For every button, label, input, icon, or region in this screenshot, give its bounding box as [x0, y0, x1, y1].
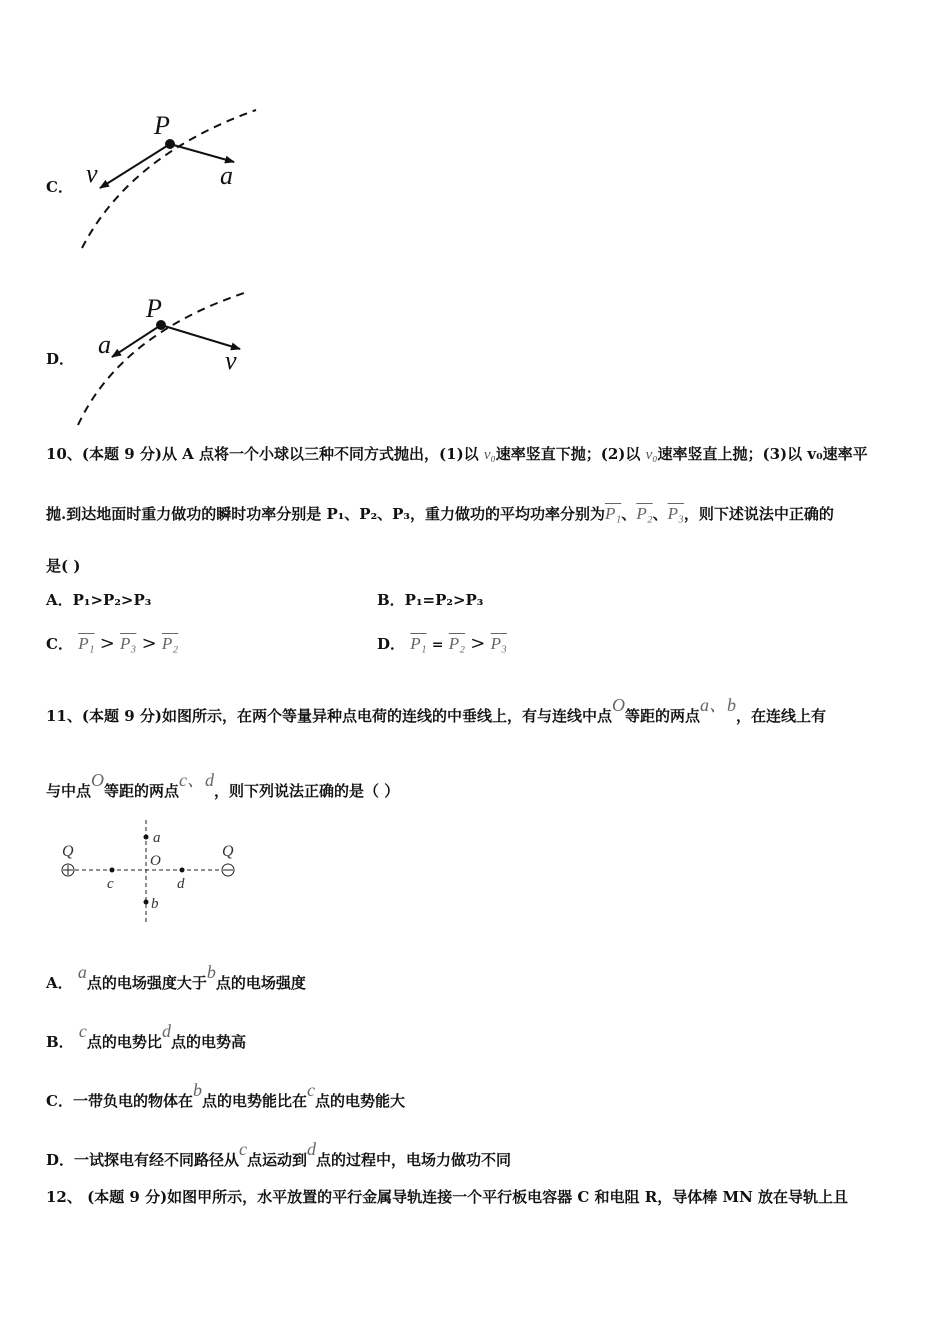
- label-a: a: [98, 330, 111, 359]
- q10-option-d[interactable]: D． P₁ = P₂ > P₃: [377, 633, 507, 654]
- q10-stem-line3: 是( ): [46, 557, 81, 575]
- q11-option-d[interactable]: D．一试探电有经不同路径从c点运动到d点的过程中，电场力做功不同: [46, 1139, 512, 1169]
- cd-symbols: c、d: [179, 770, 215, 790]
- label-c: c: [107, 876, 114, 892]
- q10-option-a[interactable]: A．P₁>P₂>P₃: [46, 591, 152, 609]
- label-b: b: [151, 896, 159, 912]
- point-c: [110, 868, 115, 873]
- label-a: a: [220, 161, 233, 190]
- ab-symbols: a、b: [699, 695, 736, 715]
- q10-stem-line2: 抛.到达地面时重力做功的瞬时功率分别是 P₁、P₂、P₃，重力做功的平均功率分别为P₁、P₂、P₃，则下述说法中正确的: [46, 504, 834, 523]
- q11-stem-line1: 11、(本题 9 分)如图所示，在两个等量异种点电荷的连线的中垂线上，有与连线中点O等距的两点a、b，在连线上有: [46, 695, 826, 725]
- p3-bar: P₃: [667, 504, 684, 523]
- point-b: [144, 900, 149, 905]
- label-p: P: [146, 294, 162, 323]
- q9-option-c-label: C．: [46, 178, 73, 196]
- q12-stem-line1: 12、 (本题 9 分)如图甲所示，水平放置的平行金属导轨连接一个平行板电容器 C 和电阻 R，导体棒 MN 放在导轨上且: [46, 1188, 849, 1206]
- p1-bar: P₁: [605, 504, 622, 523]
- q9-option-d-label: D．: [46, 350, 75, 368]
- q10-option-c[interactable]: C． P₁ > P₃ > P₂: [46, 633, 179, 654]
- label-v: v: [225, 346, 237, 375]
- label-d: d: [177, 876, 185, 892]
- label-q-left: Q: [62, 843, 74, 860]
- acceleration-arrow: [170, 144, 234, 162]
- label-v: v: [86, 159, 98, 188]
- o-symbol: O: [91, 770, 105, 790]
- point-d: [180, 868, 185, 873]
- label-q-right: Q: [222, 843, 234, 860]
- q11-option-a[interactable]: A． a点的电场强度大于b点的电场强度: [46, 962, 306, 992]
- q11-stem-line2: 与中点O等距的两点c、d，则下列说法正确的是（ ）: [46, 770, 400, 800]
- label-a: a: [153, 830, 161, 846]
- point-a: [144, 835, 149, 840]
- o-symbol: O: [611, 695, 625, 715]
- v0-symbol: v₀: [483, 447, 496, 463]
- p2-bar: P₂: [636, 504, 653, 523]
- label-p: P: [154, 111, 170, 140]
- label-o: O: [150, 853, 161, 869]
- q11-figure: [55, 815, 255, 930]
- q9-option-d-figure: [70, 285, 270, 435]
- acceleration-arrow: [112, 325, 161, 357]
- velocity-arrow: [100, 144, 170, 188]
- q9-option-c-figure: [70, 100, 270, 260]
- q11-option-c[interactable]: C．一带负电的物体在b点的电势能比在c点的电势能大: [46, 1080, 405, 1110]
- q11-option-b[interactable]: B． c点的电势比d点的电势高: [46, 1021, 246, 1051]
- q10-option-b[interactable]: B．P₁=P₂>P₃: [377, 591, 484, 609]
- v0-symbol: v₀: [645, 447, 658, 463]
- q10-stem-line1: 10、(本题 9 分)从 A 点将一个小球以三种不同方式抛出，(1)以 v₀速率竖直下抛；(2)以 v₀速率竖直上抛；(3)以 v₀速率平: [46, 445, 868, 463]
